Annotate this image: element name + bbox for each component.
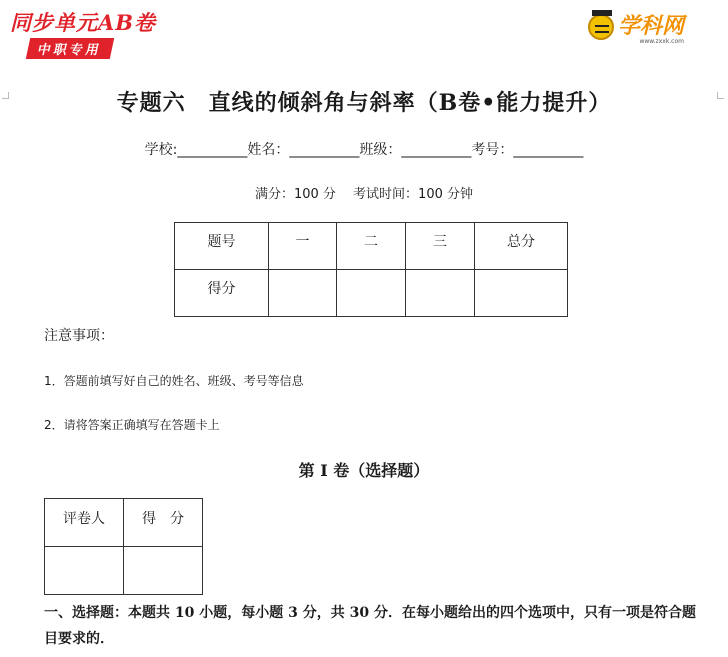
score-cell[interactable] xyxy=(475,270,568,317)
score-table xyxy=(174,222,568,317)
score-table-score-row xyxy=(175,270,568,317)
score-header-cell: 总分 xyxy=(475,223,568,270)
score-cell[interactable] xyxy=(269,270,337,317)
page-title: 专题六 直线的倾斜角与斜率（B卷•能力提升） xyxy=(116,90,612,116)
logo xyxy=(588,14,684,45)
grader-header-cell: 评卷人 xyxy=(45,499,124,547)
score-cell[interactable] xyxy=(406,270,475,317)
grader-entry-row xyxy=(45,547,203,595)
grader-header-row xyxy=(45,499,203,547)
banner xyxy=(10,12,156,59)
grader-table xyxy=(44,498,203,595)
score-header-cell: 题号 xyxy=(175,223,269,270)
score-header-cell: 一 xyxy=(269,223,337,270)
score-header-cell: 二 xyxy=(337,223,406,270)
section-title: 第 I 卷（选择题） xyxy=(298,461,430,480)
grader-entry-cell[interactable] xyxy=(45,547,124,595)
grader-entry-cell[interactable] xyxy=(124,547,203,595)
question-intro: 一、选择题：本题共 10 小题，每小题 3 分，共 30 分．在每小题给出的四个选项中，只有一项是符合题目要求的． xyxy=(44,605,696,647)
logo-text: 学科网 xyxy=(617,14,684,39)
score-time-line: 满分：100 分 考试时间：100 分钟 xyxy=(254,187,474,202)
notes-title: 注意事项： xyxy=(44,328,114,344)
student-info-line: 学校:__________姓名：__________班级：__________考号：__________ xyxy=(144,142,584,158)
score-header-cell: 三 xyxy=(406,223,475,270)
logo-url: www.zxxk.com xyxy=(639,38,684,45)
score-row-label: 得分 xyxy=(175,270,269,317)
mascot-icon xyxy=(588,14,614,40)
score-table-header-row xyxy=(175,223,568,270)
note-item: 1．答题前填写好自己的姓名、班级、考号等信息 xyxy=(44,374,304,388)
note-item: 2．请将答案正确填写在答题卡上 xyxy=(44,418,220,432)
score-cell[interactable] xyxy=(337,270,406,317)
banner-subtitle: 中职专用 xyxy=(26,38,114,59)
grader-header-cell: 得 分 xyxy=(124,499,203,547)
banner-title: 同步单元AB卷 xyxy=(10,10,157,35)
